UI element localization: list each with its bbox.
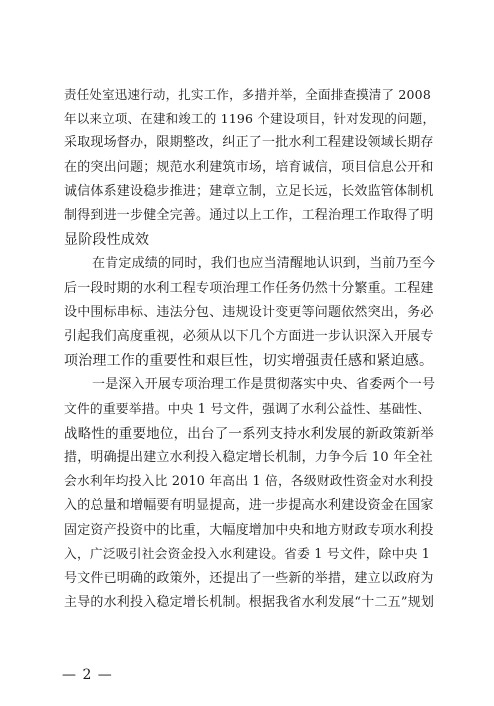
text-line: 会水利年均投入比 2010 年高出 1 倍，各级财政性资金对水利投 — [64, 474, 434, 490]
text-line: 年以来立项、在建和竣工的 1196 个建设项目，针对发现的问题， — [64, 111, 436, 127]
text-line: 入的总量和增幅要有明显提高，进一步提高水利建设资金在国家 — [64, 498, 434, 514]
text-line: 采取现场督办，限期整改，纠正了一批水利工程建设领域长期存 — [64, 135, 434, 151]
text-line: 责任处室迅速行动，扎实工作，多措并举，全面排查摸清了 2008 — [64, 87, 431, 102]
text-line: 设中围标串标、违法分包、违规设计变更等问题依然突出，务必 — [64, 304, 434, 320]
paragraph-2 — [64, 252, 436, 373]
text-line: 主导的水利投入稳定增长机制。根据我省水利发展“十二五”规划 — [64, 595, 435, 611]
paragraph-1 — [64, 83, 436, 252]
text-line: 号文件已明确的政策外，还提出了一些新的举措，建立以政府为 — [64, 571, 434, 587]
text-line: 措，明确提出建立水利投入稳定增长机制，力争今后 10 年全社 — [64, 450, 433, 466]
text-line: 战略性的重要地位，出台了一系列支持水利发展的新政策新举 — [64, 425, 434, 442]
text-line: 入，广泛吸引社会资金投入水利建设。省委 1 号文件，除中央 1 — [64, 546, 431, 562]
text-line: 项治理工作的重要性和艰巨性，切实增强责任感和紧迫感。 — [64, 353, 434, 370]
text-line: 制得到进一步健全完善。通过以上工作，工程治理工作取得了明 — [64, 208, 434, 224]
text-line: 固定资产投资中的比重，大幅度增加中央和地方财政专项水利投 — [64, 522, 434, 538]
page-number: — 2 — — [62, 667, 113, 683]
text-line: 在的突出问题；规范水利建筑市场，培育诚信，项目信息公开和 — [64, 159, 434, 175]
text-line: 诚信体系建设稳步推进；建章立制，立足长远，长效监管体制机 — [64, 183, 434, 199]
paragraph-3 — [64, 373, 436, 615]
text-line: 后一段时期的水利工程专项治理工作任务仍然十分繁重。工程建 — [64, 280, 434, 296]
body-text — [64, 83, 436, 615]
text-line: 显阶段性成效 — [64, 232, 150, 249]
text-line: 一是深入开展专项治理工作是贯彻落实中央、省委两个一号 — [92, 377, 436, 393]
text-line: 文件的重要举措。中央 1 号文件，强调了水利公益性、基础性、 — [64, 401, 431, 417]
text-line: 引起我们高度重视，必须从以下几个方面进一步认识深入开展专 — [64, 329, 434, 345]
text-line: 在肯定成绩的同时，我们也应当清醒地认识到，当前乃至今 — [92, 256, 436, 272]
